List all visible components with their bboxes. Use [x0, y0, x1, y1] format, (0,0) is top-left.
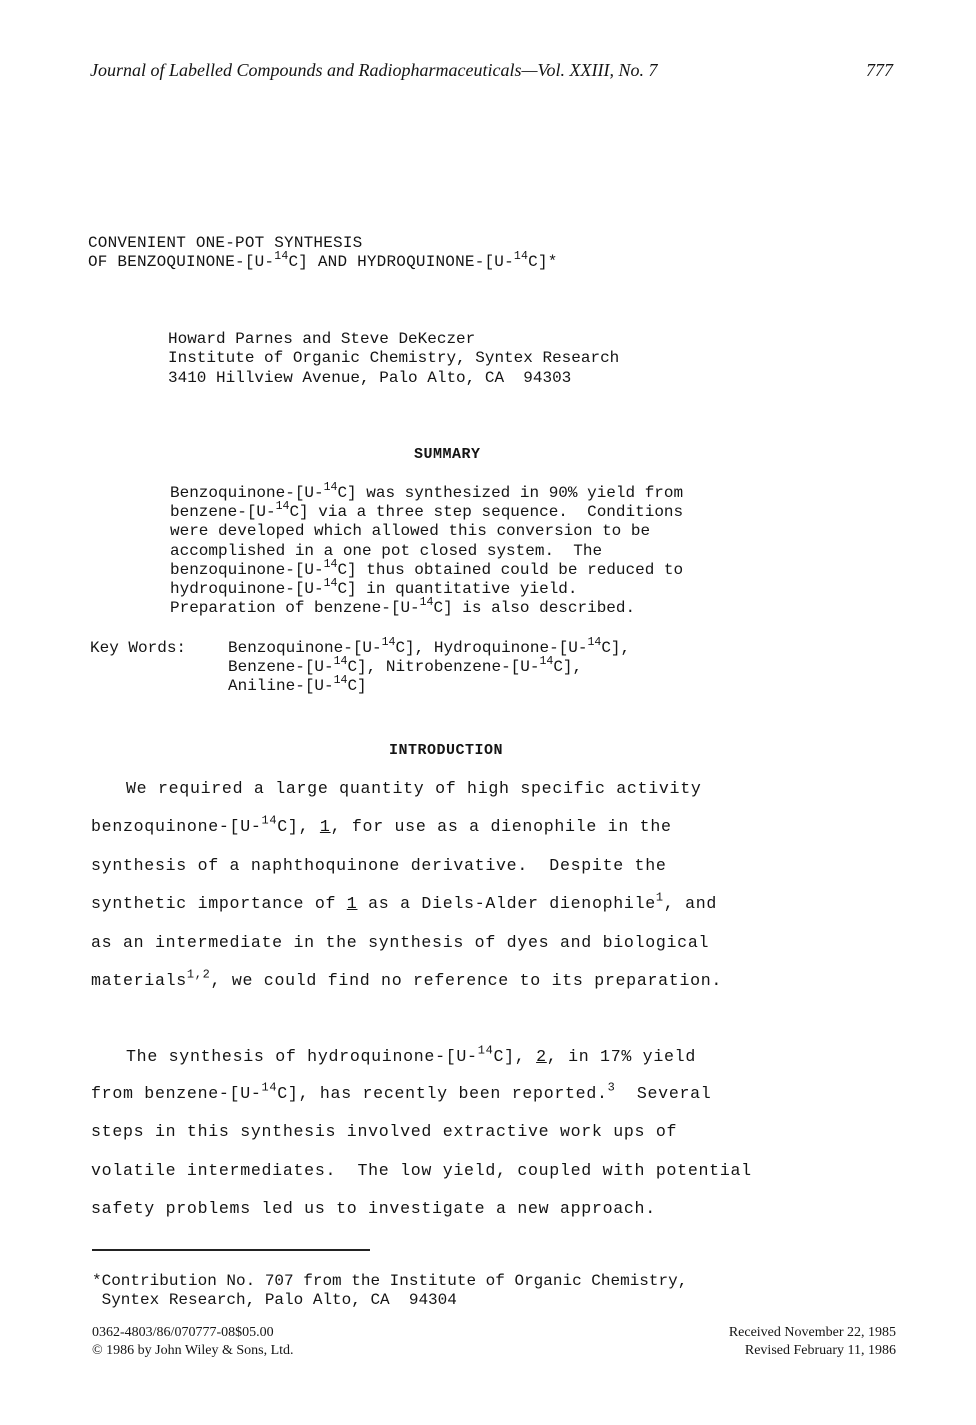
compound-ref: 1 — [319, 817, 331, 836]
summary-line: benzene-[U-$^{14}$C] via a three step sequence. Conditions — [170, 499, 684, 521]
keywords-line: Benzoquinone-[U-$^{14}$C], Hydroquinone-[U-$^{14}$C], — [228, 635, 631, 657]
body-line: as an intermediate in the synthesis of dyes and biological — [91, 933, 710, 952]
footnote-rule — [92, 1249, 370, 1251]
article-title-line-1: CONVENIENT ONE-POT SYNTHESIS — [88, 234, 363, 252]
body-line: The synthesis of hydroquinone-[U-$^{14}$C], 2, in 17% yield — [126, 1043, 696, 1066]
compound-ref: 1 — [346, 894, 358, 913]
introduction-heading: INTRODUCTION — [389, 742, 504, 759]
body-line: synthetic importance of 1 as a Diels-Alder dienophile$^1$, and — [91, 890, 718, 913]
footnote-line: *Contribution No. 707 from the Institute of Organic Chemistry, — [92, 1272, 688, 1290]
body-line: benzoquinone-[U-$^{14}$C], 1, for use as a dienophile in the — [91, 813, 672, 836]
compound-ref: 2 — [536, 1047, 547, 1066]
keywords-label: Key Words: — [90, 639, 187, 657]
article-title-line-2: OF BENZOQUINONE-[U-$^{14}$C] AND HYDROQUINONE-[U-$^{14}$C]* — [88, 249, 558, 271]
copyright: © 1986 by John Wiley & Sons, Ltd. — [92, 1343, 294, 1358]
author-address: 3410 Hillview Avenue, Palo Alto, CA 94303 — [168, 369, 572, 387]
author-names: Howard Parnes and Steve DeKeczer — [168, 330, 476, 348]
page-number: 777 — [866, 60, 893, 80]
author-institution: Institute of Organic Chemistry, Syntex Research — [168, 349, 620, 367]
footnote-line: Syntex Research, Palo Alto, CA 94304 — [92, 1291, 457, 1309]
keywords-line: Aniline-[U-$^{14}$C] — [228, 673, 367, 695]
summary-line: hydroquinone-[U-$^{14}$C] in quantitative yield. — [170, 576, 578, 598]
body-line: synthesis of a naphthoquinone derivative. Despite the — [91, 856, 667, 875]
summary-line: accomplished in a one pot closed system. The — [170, 542, 603, 560]
received-date: Received November 22, 1985 — [728, 1325, 896, 1340]
body-line: volatile intermediates. The low yield, coupled with potential — [91, 1161, 752, 1180]
keywords-line: Benzene-[U-$^{14}$C], Nitrobenzene-[U-$^{14}$C], — [228, 654, 583, 676]
body-line: We required a large quantity of high specific activity — [126, 779, 702, 798]
body-line: materials$^{1,2}$, we could find no reference to its preparation. — [91, 967, 723, 990]
article-code: 0362-4803/86/070777-08$05.00 — [92, 1325, 274, 1340]
journal-header: Journal of Labelled Compounds and Radiopharmaceuticals—Vol. XXIII, No. 7 — [90, 60, 658, 80]
summary-line: benzoquinone-[U-$^{14}$C] thus obtained could be reduced to — [170, 557, 684, 579]
body-line: from benzene-[U-$^{14}$C], has recently been reported.$^3$ Several — [91, 1080, 712, 1103]
summary-line: Benzoquinone-[U-$^{14}$C] was synthesized in 90% yield from — [170, 480, 684, 502]
body-line: safety problems led us to investigate a new approach. — [91, 1199, 656, 1218]
summary-line: Preparation of benzene-[U-$^{14}$C] is also described. — [170, 595, 636, 617]
summary-line: were developed which allowed this conversion to be — [170, 522, 651, 540]
summary-heading: SUMMARY — [414, 446, 481, 463]
body-line: steps in this synthesis involved extractive work ups of — [91, 1122, 678, 1141]
revised-date: Revised February 11, 1986 — [744, 1343, 896, 1358]
